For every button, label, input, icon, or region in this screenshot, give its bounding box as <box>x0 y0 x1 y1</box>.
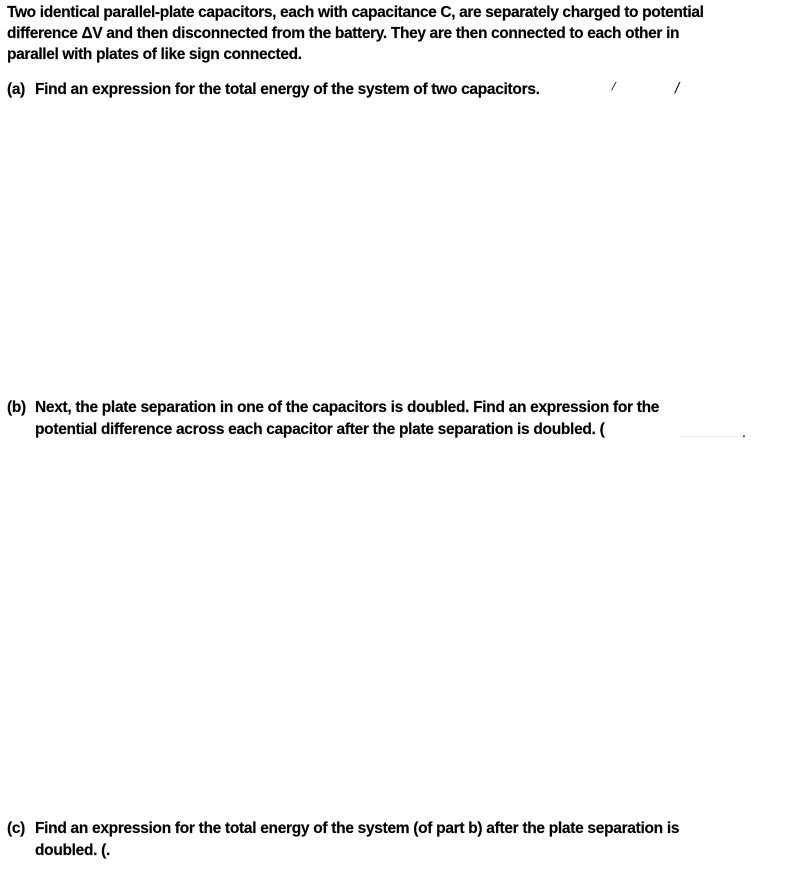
question-a-line-1 <box>7 79 540 101</box>
stray-pen-mark: / <box>610 81 617 93</box>
part-c-label: (c) <box>7 820 26 837</box>
question-b-text-2: potential difference across each capacitor after the plate separation is doubled. ( <box>35 421 605 438</box>
problem-line-1: Two identical parallel-plate capacitors, each with capacitance C, are separately charged to potential <box>7 4 704 21</box>
question-part-b <box>7 397 659 441</box>
question-b-line-2 <box>7 419 659 441</box>
stray-dot-mark: . <box>742 424 746 440</box>
part-a-label: (a) <box>7 81 26 98</box>
stray-pen-mark: / <box>673 80 681 97</box>
question-c-text-2: doubled. (. <box>35 842 111 859</box>
problem-line-2: difference ΔV and then disconnected from the battery. They are then connected to each other in <box>7 25 680 42</box>
question-b-text-1: Next, the plate separation in one of the capacitors is doubled. Find an expression for the <box>35 399 660 416</box>
part-b-label: (b) <box>7 399 26 416</box>
question-c-line-1 <box>7 818 679 840</box>
question-part-c <box>7 818 679 862</box>
question-b-line-1 <box>7 397 659 419</box>
problem-line-3: parallel with plates of like sign connected. <box>7 46 302 63</box>
question-part-a <box>7 79 540 101</box>
problem-statement <box>7 2 802 65</box>
faint-answer-line <box>680 436 738 437</box>
question-c-text-1: Find an expression for the total energy of the system (of part b) after the plate separation is <box>35 820 680 837</box>
question-a-text: Find an expression for the total energy of the system of two capacitors. <box>35 81 540 98</box>
question-c-line-2 <box>7 840 679 862</box>
